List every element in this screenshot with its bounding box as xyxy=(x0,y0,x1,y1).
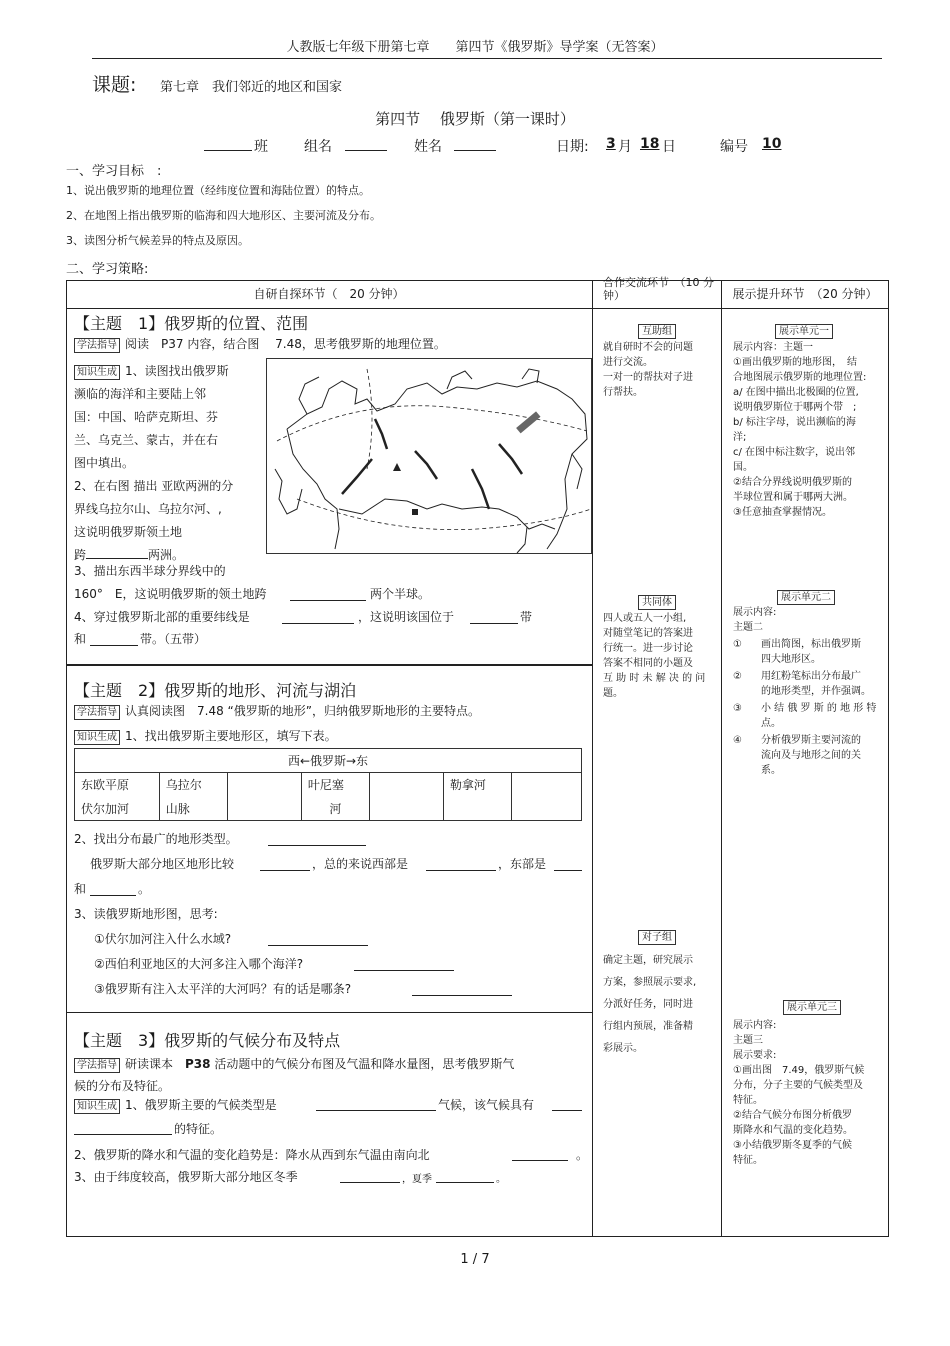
table-row xyxy=(75,797,582,821)
text-line: 行帮扶。 xyxy=(603,387,643,398)
text-line: 主题二 xyxy=(733,622,763,633)
t2-q3: 3、读俄罗斯地形图，思考: xyxy=(74,907,218,921)
terrain-cell: 勒拿河 xyxy=(443,773,511,797)
t2-q2b-blank2[interactable] xyxy=(426,870,496,871)
col3-tag-unit3: 展示单元三 xyxy=(783,1000,841,1015)
class-label: 班 xyxy=(254,139,268,155)
text-line: 四大地形区。 xyxy=(761,654,821,665)
course-label: 课题: xyxy=(92,74,137,96)
text-line: ②结合分界线说明俄罗斯的 xyxy=(733,477,852,488)
text-line: b/ 标注字母，说出濒临的海 xyxy=(733,417,856,428)
text-line: 系。 xyxy=(761,765,781,776)
text-line: 说明俄罗斯位于哪两个带 ; xyxy=(733,402,857,413)
knowledge-tag: 知识生成 xyxy=(74,365,120,380)
terrain-cell[interactable] xyxy=(369,773,443,797)
text-line: ③小结俄罗斯冬夏季的气候 xyxy=(733,1140,852,1151)
terrain-cell[interactable] xyxy=(227,797,301,821)
table-left xyxy=(66,280,67,1237)
header-rule xyxy=(92,58,882,59)
text-line: 合地图展示俄罗斯的地理位置: xyxy=(733,372,867,383)
text-line: 互 助 时 未 解 决 的 问 xyxy=(603,673,706,684)
q2-tail-a: 跨 xyxy=(74,548,87,562)
text-line: 斯降水和气温的变化趋势。 xyxy=(733,1125,853,1136)
terrain-cell: 叶尼塞 xyxy=(301,773,369,797)
t3-q3b: ，夏季 xyxy=(402,1174,432,1185)
topic1-q1 xyxy=(74,360,264,567)
text-line: ③任意抽查掌握情况。 xyxy=(733,507,832,518)
method-tag: 学法指导 xyxy=(74,705,120,720)
terrain-cell[interactable] xyxy=(512,773,582,797)
col2-text-2 xyxy=(603,611,719,701)
text-line: 分布，分子主要的气候类型及 xyxy=(733,1080,863,1091)
date-month-unit: 月 xyxy=(618,139,632,155)
square-marker xyxy=(412,509,418,515)
text-line: 对随堂笔记的答案进 xyxy=(603,628,693,639)
col3-item-2 xyxy=(733,669,885,699)
t3-q3c: 。 xyxy=(496,1174,506,1185)
table-divider-2 xyxy=(721,280,722,1237)
method-tag: 学法指导 xyxy=(74,338,120,353)
knowledge-tag: 知识生成 xyxy=(74,1099,120,1114)
t2-q2b-blank1[interactable] xyxy=(260,870,310,871)
date-day: 18 xyxy=(640,136,660,152)
terrain-cell[interactable] xyxy=(369,797,443,821)
terrain-cell: 东欧平原 xyxy=(75,773,160,797)
item-number: ① xyxy=(733,639,742,650)
text-line: a/ 在图中描出北极圈的位置, xyxy=(733,387,859,398)
terrain-cell xyxy=(443,797,511,821)
col2-text-1 xyxy=(603,340,719,400)
date-label: 日期: xyxy=(556,139,589,155)
russia-map xyxy=(266,358,592,554)
date-day-unit: 日 xyxy=(662,139,676,155)
name-blank[interactable] xyxy=(454,150,496,151)
text-line: 特征。 xyxy=(733,1095,763,1106)
col3-tag-unit2: 展示单元二 xyxy=(777,590,835,605)
text-line: 展示内容: xyxy=(733,607,777,618)
knowledge-tag: 知识生成 xyxy=(74,730,120,745)
text-line: 主题三 xyxy=(733,1035,763,1046)
date-month: 3 xyxy=(606,136,616,152)
col2-tag-mutual-help: 互助组 xyxy=(638,324,676,339)
q2-line: 界线乌拉尔山、乌拉尔河、, xyxy=(74,502,222,516)
t2-q3-3-blank[interactable] xyxy=(412,995,512,996)
q1-line: 1、读图找出俄罗斯 xyxy=(125,364,229,378)
topic1-bottom xyxy=(66,664,593,666)
t3-q2: 2、俄罗斯的降水和气温的变化趋势是：降水从西到东气温由南向北 xyxy=(74,1148,430,1162)
terrain-cell: 河 xyxy=(301,797,369,821)
col2-tag-pair: 对子组 xyxy=(638,930,676,945)
table-top xyxy=(66,280,889,281)
text-line: 画出简图，标出俄罗斯 xyxy=(761,639,861,650)
text-line: 点。 xyxy=(761,718,781,729)
t1-q4-line1c: 带 xyxy=(520,610,533,624)
text-line: 分派好任务，同时进 xyxy=(603,999,693,1010)
terrain-header: 西←俄罗斯→东 xyxy=(75,749,582,773)
topic2-bottom xyxy=(66,1012,593,1013)
t2-q3-2-blank[interactable] xyxy=(354,970,454,971)
t1-q4-line2a: 和 xyxy=(74,632,87,646)
text-line: 彩展示。 xyxy=(603,1043,643,1054)
text-line: 一对一的帮扶对子进 xyxy=(603,372,693,383)
t2-q3-1: ①伏尔加河注入什么水域? xyxy=(94,932,232,946)
q2-blank[interactable] xyxy=(86,558,148,559)
col2-text-3 xyxy=(603,950,719,1060)
text-line: 分析俄罗斯主要河流的 xyxy=(761,735,861,746)
text-line: 方案，参照展示要求, xyxy=(603,977,697,988)
t3-q1a: 1、俄罗斯主要的气候类型是 xyxy=(125,1098,277,1112)
class-blank[interactable] xyxy=(204,150,252,151)
col2-header: 合作交流环节 （10 分钟） xyxy=(603,276,714,302)
table-header-bottom xyxy=(66,308,889,309)
terrain-cell[interactable] xyxy=(512,797,582,821)
t3-q1 xyxy=(74,1096,277,1114)
text-line: 进行交流。 xyxy=(603,357,653,368)
topic3-method-c: 候的分布及特征。 xyxy=(74,1079,171,1093)
course-value: 第七章 我们邻近的地区和国家 xyxy=(160,80,343,95)
t3-q1-blank1[interactable] xyxy=(316,1110,436,1111)
t2-q3-3: ③俄罗斯有注入太平洋的大河吗？有的话是哪条? xyxy=(94,982,352,996)
topic1-method-text: 阅读 P37 内容，结合图 7.48，思考俄罗斯的地理位置。 xyxy=(125,337,446,351)
t1-q4-line2b: 带。（五带） xyxy=(140,632,207,646)
topic1-title: 【主题 1】俄罗斯的位置、范围 xyxy=(74,314,309,333)
text-line: 流向及与地形之间的关 xyxy=(761,750,861,761)
table-right xyxy=(888,280,889,1237)
col3-text-2 xyxy=(733,605,885,635)
topic3-method-bold: P38 xyxy=(185,1057,211,1071)
goal-3: 3、读图分析气候差异的特点及原因。 xyxy=(66,234,249,247)
t2-q2c-b: 。 xyxy=(138,882,151,896)
t3-q1-blank2[interactable] xyxy=(552,1110,582,1111)
t1-q4-blank3[interactable] xyxy=(90,645,138,646)
text-line: ①画出俄罗斯的地形图， 结 xyxy=(733,357,857,368)
t1-q3-line1: 3、描出东西半球分界线中的 xyxy=(74,564,226,578)
item-number: ② xyxy=(733,671,742,682)
col1-header: 自研自探环节（ 20 分钟） xyxy=(253,287,405,301)
text-line: 展示要求: xyxy=(733,1050,777,1061)
group-label: 组名 xyxy=(304,139,332,155)
topic2-title: 【主题 2】俄罗斯的地形、河流与湖泊 xyxy=(74,681,357,700)
terrain-cell[interactable] xyxy=(227,773,301,797)
text-line: 行组内预展，准备精 xyxy=(603,1021,693,1032)
t1-q4-blank2[interactable] xyxy=(470,623,518,624)
t1-q3-line2b: 两个半球。 xyxy=(370,587,431,601)
topic2-q1-text: 1、找出俄罗斯主要地形区，填写下表。 xyxy=(125,729,337,743)
t1-q4-blank1[interactable] xyxy=(282,623,354,624)
method-tag: 学法指导 xyxy=(74,1058,120,1073)
group-blank[interactable] xyxy=(345,150,387,151)
col3-header: 展示提升环节 （20 分钟） xyxy=(732,287,878,301)
table-row xyxy=(75,773,582,797)
text-line: 洋; xyxy=(733,432,747,443)
t2-q3-2: ②西伯利亚地区的大河多注入哪个海洋? xyxy=(94,957,304,971)
t3-q1-blank3[interactable] xyxy=(74,1134,172,1135)
text-line: ②结合气候分布图分析俄罗 xyxy=(733,1110,852,1121)
t1-q4-line1b: ，这说明该国位于 xyxy=(358,610,455,624)
t2-q2c-blank[interactable] xyxy=(90,895,136,896)
t3-q1c: 的特征。 xyxy=(174,1122,223,1136)
t2-q2b-c: ，东部是 xyxy=(498,857,547,871)
col2-tag-community: 共同体 xyxy=(638,595,676,610)
t2-q2b-a: 俄罗斯大部分地区地形比较 xyxy=(90,857,235,871)
q2-line: 这说明俄罗斯领土地 xyxy=(74,525,183,539)
text-line: 就自研时不会的问题 xyxy=(603,342,693,353)
topic3-title: 【主题 3】俄罗斯的气候分布及特点 xyxy=(74,1031,341,1050)
topic2-method xyxy=(74,702,480,720)
t2-q2b-b: ，总的来说西部是 xyxy=(312,857,409,871)
text-line: 四人或五人一小组, xyxy=(603,613,687,624)
t2-q3-1-blank[interactable] xyxy=(268,945,368,946)
col3-tag-unit1: 展示单元一 xyxy=(775,324,833,339)
text-line: 特征。 xyxy=(733,1155,763,1166)
t3-q3-blank2[interactable] xyxy=(436,1182,494,1183)
text-line: 行统一。进一步讨论 xyxy=(603,643,693,654)
q1-line: 濒临的海洋和主要陆上邻 xyxy=(74,387,207,401)
terrain-table xyxy=(74,748,582,821)
q1-line: 国：中国、哈萨克斯坦、芬 xyxy=(74,410,219,424)
page-number: 1 / 7 xyxy=(460,1252,490,1267)
text-line: 半球位置和属于哪两大洲。 xyxy=(733,492,853,503)
topic3-method-b: 活动题中的气候分布图及气温和降水量图，思考俄罗斯气 xyxy=(210,1057,515,1071)
item-number: ③ xyxy=(733,703,742,714)
section-title: 第四节 俄罗斯（第一课时） xyxy=(375,110,575,128)
topic3-method xyxy=(74,1053,584,1097)
col3-text-3 xyxy=(733,1018,885,1168)
text-line: 答案不相同的小题及 xyxy=(603,658,693,669)
col3-item-1 xyxy=(733,637,885,667)
text-line: c/ 在图中标注数字，说出邻 xyxy=(733,447,856,458)
topic3-method-a: 研读课本 xyxy=(125,1057,186,1071)
item-number: ④ xyxy=(733,735,742,746)
terrain-cell: 乌拉尔 xyxy=(159,773,227,797)
text-line: 小 结 俄 罗 斯 的 地 形 特 xyxy=(761,703,877,714)
t1-q3-line2a: 160° E，这说明俄罗斯的领土地跨 xyxy=(74,587,267,601)
terrain-cell: 山脉 xyxy=(159,797,227,821)
q2-tail-b: 两洲。 xyxy=(148,548,185,562)
q2-line: 2、在右图 描出 亚欧两洲的分 xyxy=(74,479,234,493)
text-line: 用红粉笔标出分布最广 xyxy=(761,671,861,682)
col3-item-4 xyxy=(733,733,885,778)
t3-q2-end: 。 xyxy=(576,1148,589,1162)
text-line: 题。 xyxy=(603,688,623,699)
t1-q4-line1a: 4、穿过俄罗斯北部的重要纬线是 xyxy=(74,610,250,624)
triangle-marker xyxy=(393,463,401,471)
text-line: 国。 xyxy=(733,462,753,473)
t2-q2c-a: 和 xyxy=(74,882,87,896)
t3-q3-blank1[interactable] xyxy=(340,1182,400,1183)
topic1-method xyxy=(74,335,446,353)
table-row xyxy=(75,749,582,773)
terrain-cell: 伏尔加河 xyxy=(75,797,160,821)
goal-1: 1、说出俄罗斯的地理位置（经纬度位置和海陆位置）的特点。 xyxy=(66,184,370,197)
t3-q1b: 气候，该气候具有 xyxy=(438,1098,535,1112)
topic2-q1 xyxy=(74,727,337,745)
table-bottom xyxy=(66,1236,889,1237)
name-label: 姓名 xyxy=(414,139,442,155)
number-value: 10 xyxy=(762,136,782,152)
t2-q2-blank[interactable] xyxy=(268,845,366,846)
t3-q2-blank[interactable] xyxy=(512,1160,568,1161)
col3-item-3 xyxy=(733,701,885,731)
russia-map-svg xyxy=(267,359,593,555)
q1-line: 图中填出。 xyxy=(74,456,135,470)
t2-q2: 2、找出分布最广的地形类型。 xyxy=(74,832,238,846)
text-line: 展示内容: xyxy=(733,1020,777,1031)
t2-q2b-blank3[interactable] xyxy=(554,870,582,871)
text-line: 确定主题，研究展示 xyxy=(603,955,693,966)
q1-line: 兰、乌克兰、蒙古，并在右 xyxy=(74,433,219,447)
t3-q3a: 3、由于纬度较高，俄罗斯大部分地区冬季 xyxy=(74,1170,298,1184)
strategy-heading: 二、学习策略: xyxy=(66,262,149,277)
number-label: 编号 xyxy=(720,139,748,155)
goals-heading: 一、学习目标 : xyxy=(66,164,162,179)
page-header: 人教版七年级下册第七章 第四节《俄罗斯》导学案（无答案） xyxy=(286,40,664,55)
t1-q3-blank[interactable] xyxy=(290,600,366,601)
text-line: ①画出图 7.49，俄罗斯气候 xyxy=(733,1065,865,1076)
col3-text-1 xyxy=(733,340,885,520)
goal-2: 2、在地图上指出俄罗斯的临海和四大地形区、主要河流及分布。 xyxy=(66,209,381,222)
text-line: 展示内容：主题一 xyxy=(733,342,813,353)
text-line: 的地形类型，并作强调。 xyxy=(761,686,871,697)
topic2-method-text: 认真阅读图 7.48 “俄罗斯的地形”，归纳俄罗斯地形的主要特点。 xyxy=(125,704,480,718)
